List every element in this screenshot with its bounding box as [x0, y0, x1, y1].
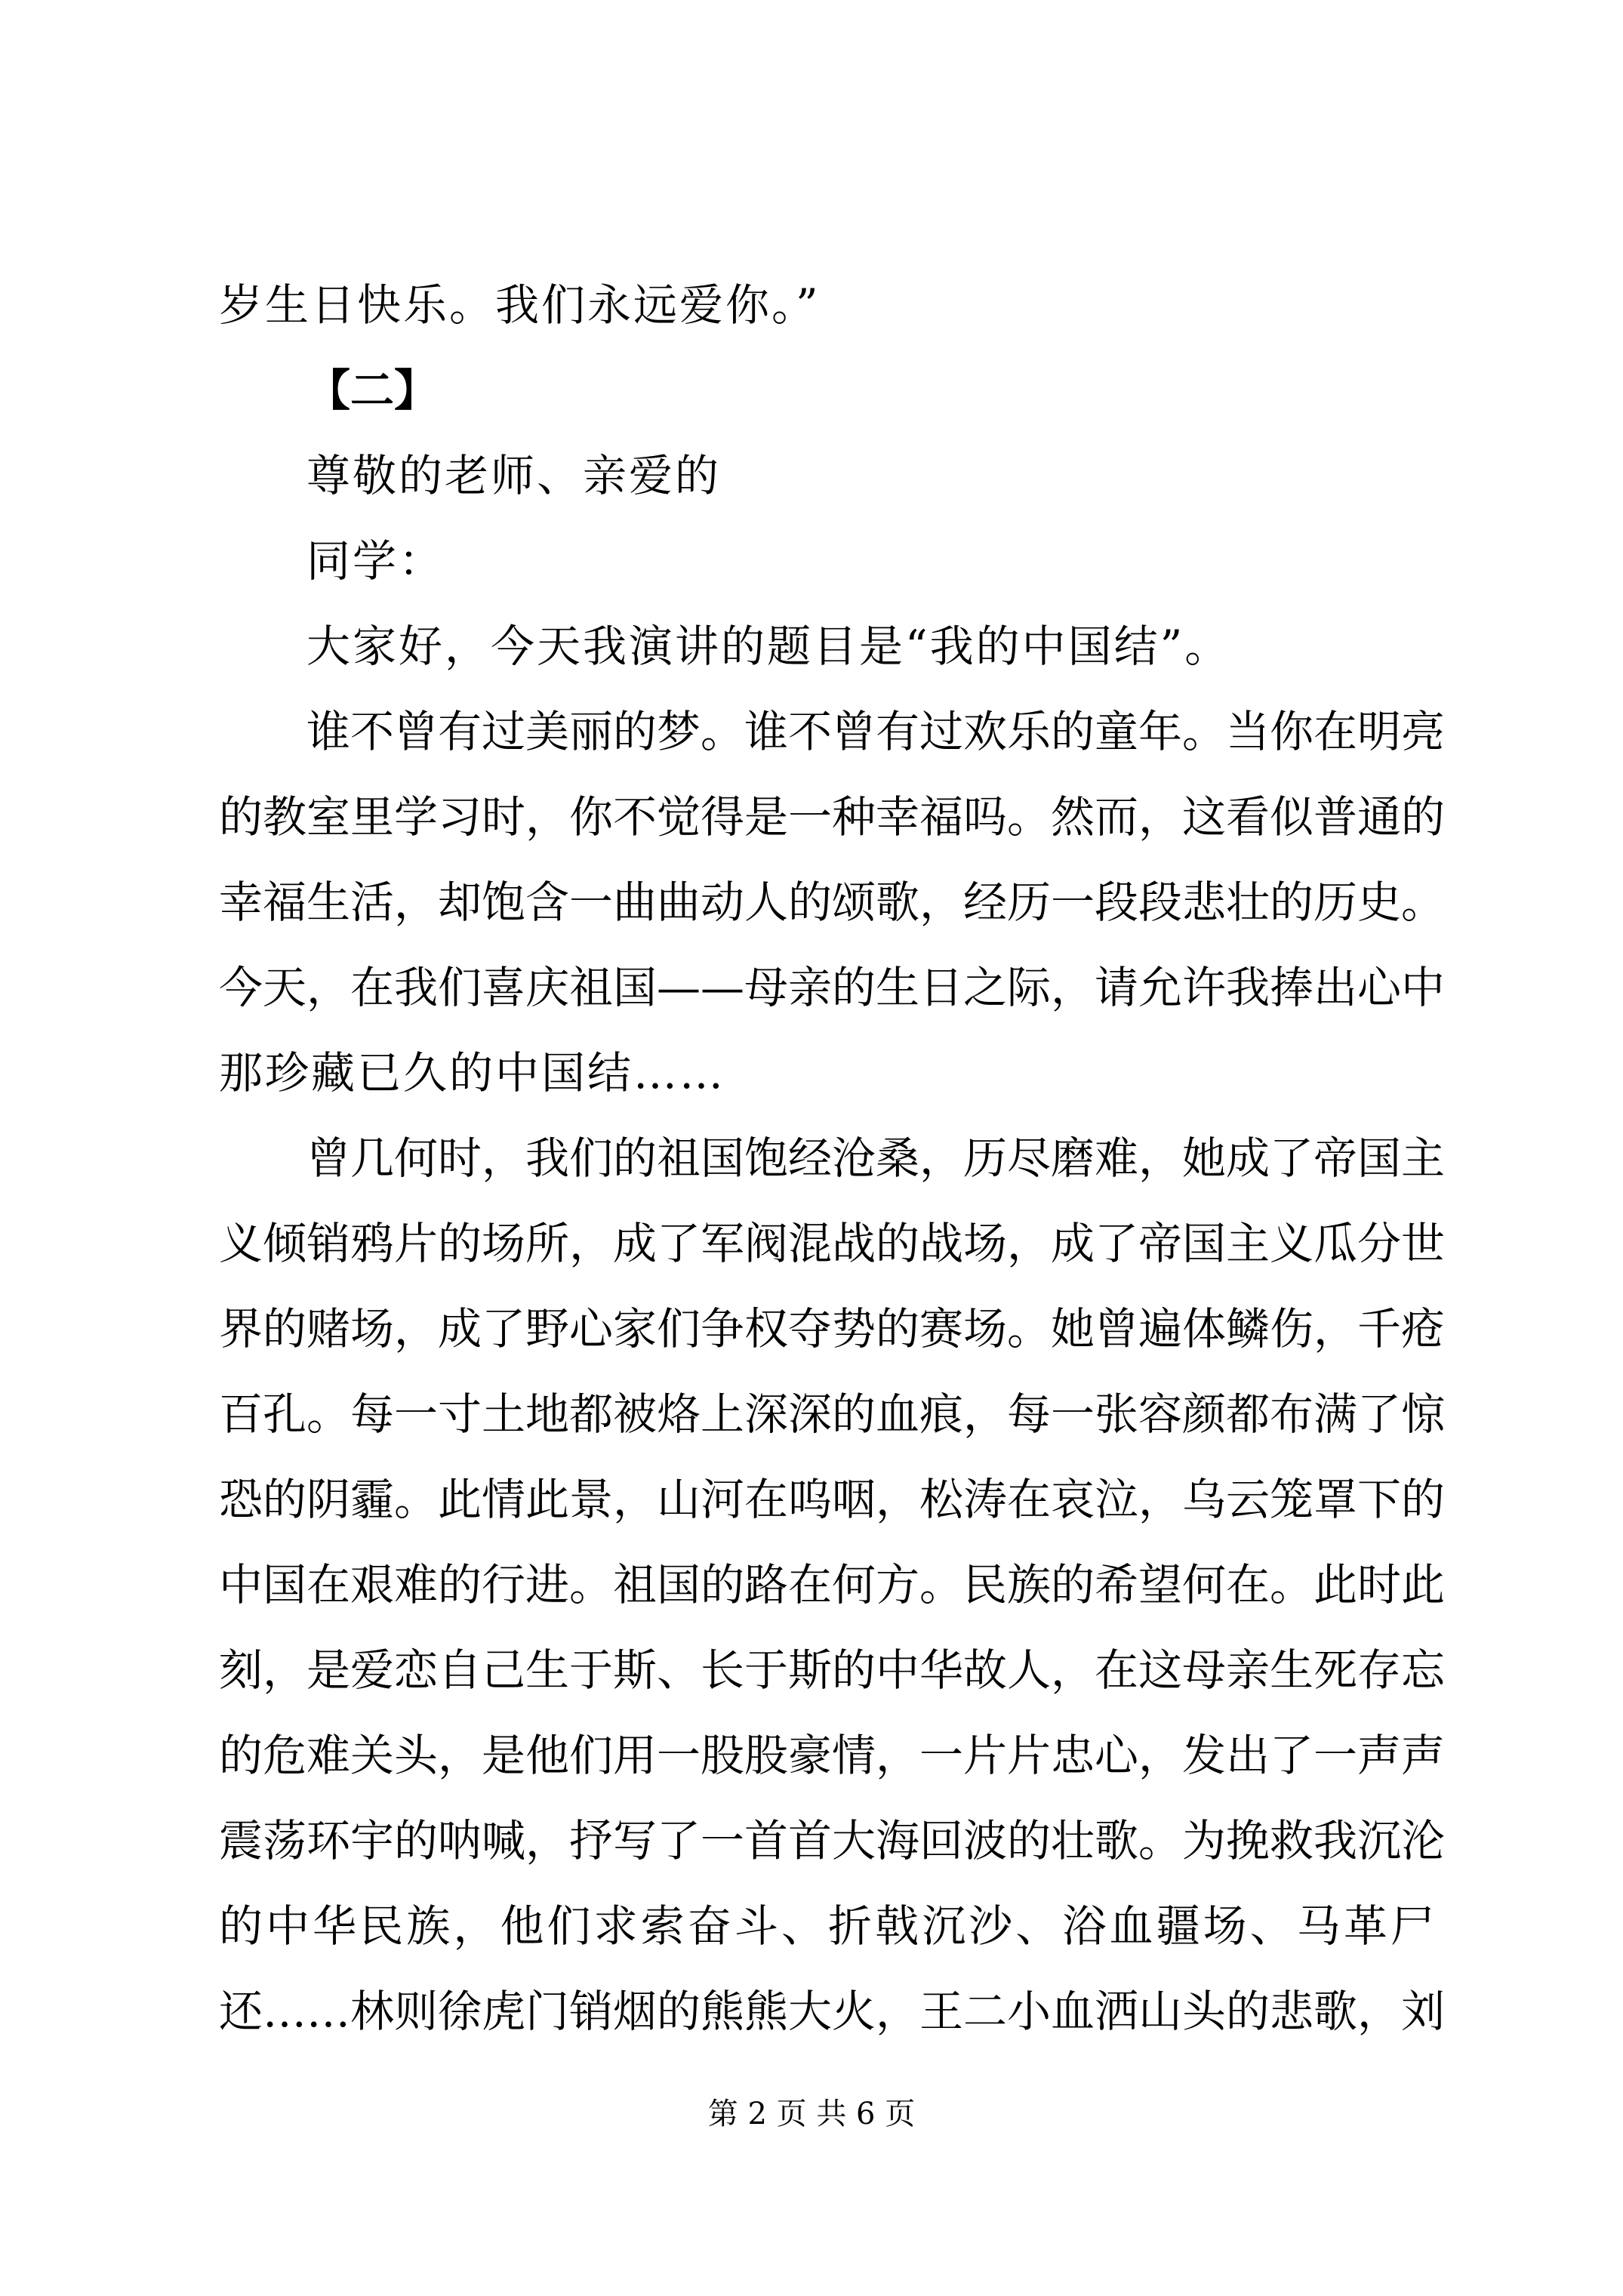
- greeting-line: 大家好，今天我演讲的题目是“我的中国结”。: [306, 621, 1231, 672]
- paragraph-line: 义倾销鸦片的场所，成了军阀混战的战场，成了帝国主义瓜分世: [219, 1218, 1446, 1269]
- salutation-line: 尊敬的老师、亲爱的: [306, 450, 722, 501]
- paragraph-line: 刻，是爱恋自己生于斯、长于斯的中华故人，在这母亲生死存忘: [219, 1644, 1446, 1696]
- paragraph-line: 还……林则徐虎门销烟的熊熊大火，王二小血洒山头的悲歌，刘: [219, 1986, 1446, 2037]
- paragraph-line: 的危难关头，是他们用一股股豪情，一片片忠心，发出了一声声: [219, 1730, 1446, 1781]
- paragraph-line: 那珍藏已久的中国结……: [219, 1047, 726, 1099]
- salutation-line: 同学：: [306, 535, 445, 587]
- page-number: 第 2 页 共 6 页: [707, 2097, 916, 2131]
- paragraph-line: 曾几何时，我们的祖国饱经沧桑，历尽磨难，她成了帝国主: [306, 1133, 1446, 1184]
- page-footer: [0, 2095, 1623, 2133]
- paragraph-line: 谁不曾有过美丽的梦。谁不曾有过欢乐的童年。当你在明亮: [306, 706, 1446, 757]
- speech-body: [219, 263, 1446, 2054]
- paragraph-line: 的中华民族，他们求索奋斗、折戟沉沙、浴血疆场、马革尸: [219, 1900, 1434, 1952]
- paragraph-line: 震荡环宇的呐喊，抒写了一首首大海回波的壮歌。为挽救我沉沦: [219, 1815, 1446, 1866]
- paragraph-line: 百孔。每一寸土地都被烙上深深的血痕，每一张容颜都布满了惊: [219, 1388, 1446, 1440]
- paragraph-line: 界的赌场，成了野心家们争权夺势的赛场。她曾遍体鳞伤，千疮: [219, 1303, 1446, 1354]
- section-heading: 【二】: [306, 365, 439, 416]
- paragraph-line: 今天，在我们喜庆祖国——母亲的生日之际，请允许我捧出心中: [219, 962, 1446, 1013]
- paragraph-line: 幸福生活，却饱含一曲曲动人的颂歌，经历一段段悲壮的历史。: [219, 877, 1446, 928]
- paragraph-line: 中国在艰难的行进。祖国的路在何方。民族的希望何在。此时此: [219, 1559, 1446, 1610]
- paragraph-line: 的教室里学习时，你不觉得是一种幸福吗。然而，这看似普通的: [219, 791, 1446, 843]
- paragraph-line: 恐的阴霾。此情此景，山河在呜咽，松涛在哀泣，乌云笼罩下的: [219, 1474, 1446, 1525]
- text-line: 岁生日快乐。我们永远爱你。”: [219, 279, 821, 331]
